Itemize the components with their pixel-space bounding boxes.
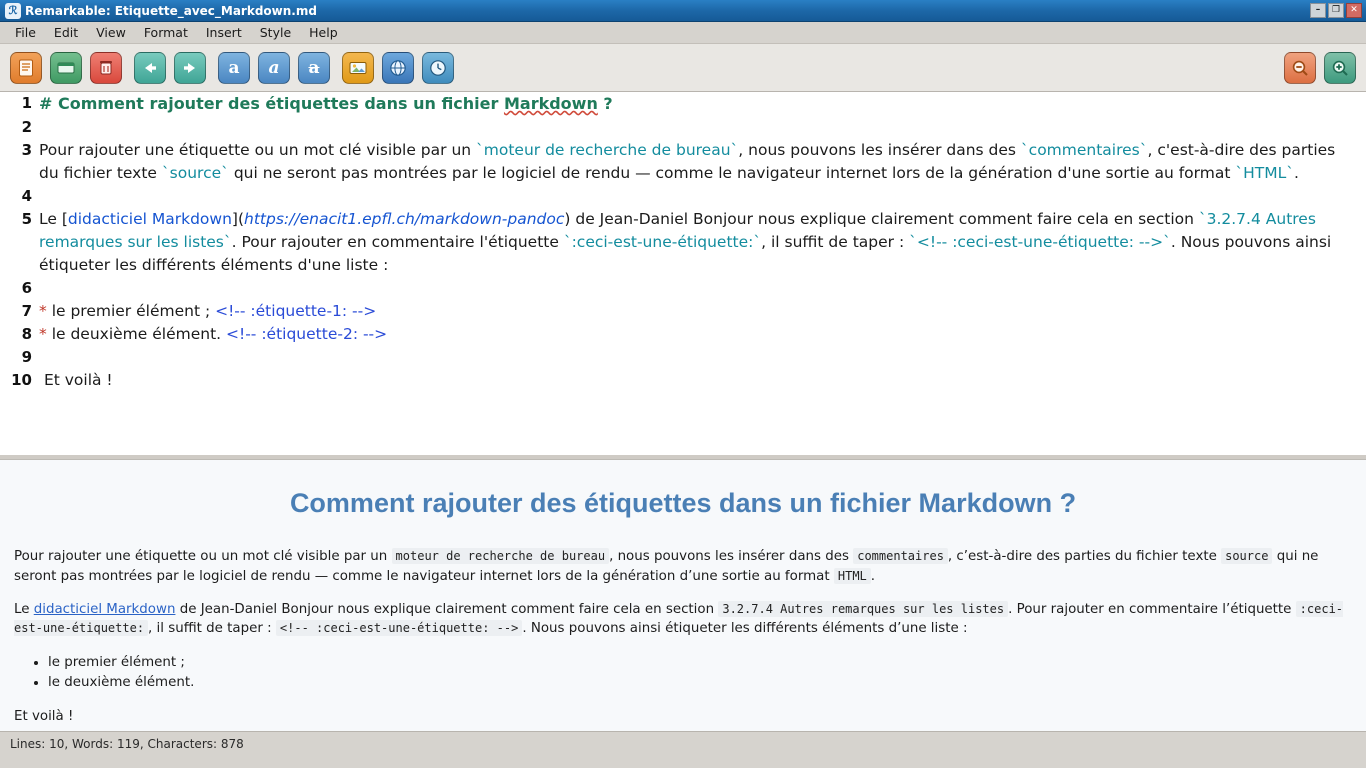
- line-number: 2: [21, 118, 32, 136]
- text-run: Le: [14, 602, 34, 618]
- insert-link-button[interactable]: [382, 52, 414, 84]
- editor-line-3: [0, 139, 1366, 185]
- text-run: , c'est-à-dire des parties du fichier texte: [39, 141, 1336, 182]
- editor-line-text[interactable]: [36, 116, 1366, 139]
- globe-icon: [389, 59, 407, 77]
- insert-image-button[interactable]: [342, 52, 374, 84]
- editor-line-text[interactable]: [36, 346, 1366, 369]
- editor-line-text[interactable]: [36, 208, 1366, 277]
- preview-paragraph-2: [14, 600, 1352, 639]
- list-item: • le deuxième élément.: [48, 673, 1352, 692]
- remarkable-icon: ℛ: [5, 3, 21, 19]
- text-run: , il suffit de taper :: [148, 621, 276, 637]
- letter-a-italic-icon: a: [268, 57, 280, 78]
- zoom-in-button[interactable]: [1324, 52, 1356, 84]
- redo-button[interactable]: [174, 52, 206, 84]
- line-number: 8: [21, 325, 32, 343]
- editor-line-5: [0, 208, 1366, 277]
- line-number: 1: [21, 94, 32, 112]
- misspelled-word: Markdown: [503, 94, 598, 113]
- preview-list: [14, 653, 1352, 693]
- letter-a-bold-icon: a: [228, 57, 240, 78]
- menu-format[interactable]: Format: [143, 25, 188, 40]
- line-number: 5: [21, 210, 32, 228]
- text-run: . Pour rajouter en commentaire l'étiquette: [231, 233, 564, 251]
- italic-button[interactable]: [258, 52, 290, 84]
- inline-code: `:ceci-est-une-étiquette:`: [563, 233, 762, 251]
- title-bar: [0, 0, 1366, 22]
- clock-icon: [429, 59, 447, 77]
- arrow-left-icon: [141, 60, 159, 76]
- line-number: 6: [21, 279, 32, 297]
- inline-code: `<!-- :ceci-est-une-étiquette: -->`: [909, 233, 1171, 251]
- text-run: . Pour rajouter en commentaire l’étiquette: [1008, 602, 1296, 618]
- html-comment: <!-- :étiquette-1: -->: [215, 302, 377, 320]
- text-run: Pour rajouter une étiquette ou un mot clé visible par un: [39, 141, 477, 159]
- editor-line-text[interactable]: [36, 139, 1366, 185]
- document-icon: [18, 59, 34, 77]
- toolbar-zoom-group: [1284, 52, 1356, 84]
- editor-line-text[interactable]: [36, 92, 1366, 116]
- text-run: qui ne seront pas montrées par le logiciel de rendu — comme le navigateur internet lors de la génération d’une sortie au format: [14, 549, 1319, 584]
- list-item: • le premier élément ;: [48, 653, 1352, 672]
- image-icon: [349, 61, 367, 75]
- menu-file[interactable]: File: [15, 25, 36, 40]
- editor-line-10: [0, 369, 1366, 392]
- editor-line-text[interactable]: [36, 323, 1366, 346]
- minimize-button[interactable]: –: [1310, 3, 1326, 18]
- line-number: 9: [21, 348, 32, 366]
- preview-pane[interactable]: [0, 459, 1366, 731]
- menu-bar: [0, 22, 1366, 44]
- heading-prefix: # Comment rajouter des étiquettes dans un fichier: [39, 94, 504, 113]
- zoom-in-icon: [1331, 59, 1349, 77]
- menu-view[interactable]: View: [96, 25, 126, 40]
- editor-line-2: [0, 116, 1366, 139]
- menu-help[interactable]: Help: [309, 25, 338, 40]
- editor-line-1: [0, 92, 1366, 116]
- trash-icon: [99, 59, 113, 76]
- toolbar-style-group: [218, 52, 330, 84]
- editor-line-text[interactable]: [36, 369, 1366, 392]
- text-run: Pour rajouter une étiquette ou un mot clé visible par un: [14, 549, 392, 565]
- zoom-out-button[interactable]: [1284, 52, 1316, 84]
- text-run: .: [870, 568, 876, 584]
- inline-code: moteur de recherche de bureau: [392, 548, 610, 564]
- line-number: 10: [11, 371, 32, 389]
- editor-line-9: [0, 346, 1366, 369]
- markdown-editor[interactable]: [0, 92, 1366, 459]
- text-run: Le [: [39, 210, 68, 228]
- inline-code: source: [1221, 548, 1272, 564]
- text-run: , nous pouvons les insérer dans des: [738, 141, 1021, 159]
- html-comment: <!-- :étiquette-2: -->: [226, 325, 388, 343]
- toolbar-insert-group: [342, 52, 454, 84]
- window-title: Remarkable: Etiquette_avec_Markdown.md: [25, 3, 317, 18]
- editor-line-text[interactable]: [36, 300, 1366, 323]
- editor-line-6: [0, 277, 1366, 300]
- text-run: ](: [231, 210, 245, 228]
- text-run: ) de Jean-Daniel Bonjour nous explique clairement comment faire cela en section: [564, 210, 1199, 228]
- inline-code: `source`: [161, 164, 229, 182]
- text-run: .: [1294, 164, 1299, 182]
- text-run: qui ne seront pas montrées par le logiciel de rendu — comme le navigateur internet lors de la génération d'une sortie au format: [228, 164, 1236, 182]
- editor-line-text[interactable]: [36, 277, 1366, 300]
- arrow-right-icon: [181, 60, 199, 76]
- list-bullet-marker: *: [39, 302, 47, 320]
- link-text: didacticiel: [67, 210, 152, 228]
- undo-button[interactable]: [134, 52, 166, 84]
- text-run: le premier élément ;: [51, 302, 211, 320]
- toolbar: [0, 44, 1366, 92]
- bold-button[interactable]: [218, 52, 250, 84]
- inline-code: HTML: [834, 568, 871, 584]
- text-run: le deuxième élément.: [51, 325, 222, 343]
- preview-heading: Comment rajouter des étiquettes dans un fichier Markdown ?: [289, 488, 1077, 518]
- line-number: 7: [21, 302, 32, 320]
- heading-suffix: ?: [597, 94, 613, 113]
- maximize-button[interactable]: ❐: [1328, 3, 1344, 18]
- text-run: . Nous pouvons ainsi étiqueter les différents éléments d’une liste :: [522, 621, 968, 637]
- menu-edit[interactable]: Edit: [53, 25, 79, 40]
- editor-line-8: [0, 323, 1366, 346]
- inline-code: `HTML`: [1235, 164, 1294, 182]
- letter-a-strike-icon: a: [308, 57, 320, 78]
- zoom-out-icon: [1291, 59, 1309, 77]
- toolbar-history-group: [134, 52, 206, 84]
- line-number: 4: [21, 187, 32, 205]
- text-run: , il suffit de taper :: [761, 233, 905, 251]
- text-run: , nous pouvons les insérer dans des: [609, 549, 854, 565]
- editor-line-text[interactable]: [36, 185, 1366, 208]
- preview-link-didacticiel[interactable]: didacticiel Markdown: [33, 602, 176, 618]
- status-bar: [0, 731, 1366, 756]
- text-run: de Jean-Daniel Bonjour nous explique clairement comment faire cela en section: [175, 602, 719, 618]
- close-button[interactable]: ✕: [1346, 3, 1362, 18]
- text-run: Et voilà !: [43, 371, 113, 389]
- inline-code: commentaires: [853, 548, 948, 564]
- preview-paragraph-3: Et voilà !: [14, 708, 74, 724]
- document-stats: Lines: 10, Words: 119, Characters: 878: [10, 737, 244, 751]
- folder-icon: [57, 61, 75, 75]
- new-document-button[interactable]: [10, 52, 42, 84]
- toolbar-file-group: [10, 52, 122, 84]
- link-url: https://enacit1.epfl.ch/markdown-pandoc: [244, 210, 565, 228]
- preview-paragraph-1: [14, 547, 1352, 586]
- inline-code: `3.2.7.4 Autres remarques sur les listes`: [39, 210, 1316, 251]
- list-bullet-marker: *: [39, 325, 47, 343]
- window-controls: [1310, 3, 1364, 18]
- inline-code: 3.2.7.4 Autres remarques sur les listes: [718, 601, 1008, 617]
- strikethrough-button[interactable]: [298, 52, 330, 84]
- editor-line-7: [0, 300, 1366, 323]
- inline-code: <!-- :ceci-est-une-étiquette: -->: [276, 620, 522, 636]
- inline-code: `moteur de recherche de bureau`: [476, 141, 739, 159]
- delete-button[interactable]: [90, 52, 122, 84]
- text-run: , c’est-à-dire des parties du fichier texte: [947, 549, 1222, 565]
- text-run: . Nous pouvons ainsi étiqueter les différents éléments d'une liste :: [39, 233, 1332, 274]
- inline-code: :ceci-est-une-étiquette:: [14, 602, 1344, 636]
- insert-timestamp-button[interactable]: [422, 52, 454, 84]
- inline-code: `commentaires`: [1020, 141, 1148, 159]
- menu-insert[interactable]: Insert: [205, 25, 242, 40]
- menu-style[interactable]: Style: [259, 25, 292, 40]
- link-text-markdown: Markdown: [151, 210, 232, 228]
- line-number: 3: [21, 141, 32, 159]
- open-folder-button[interactable]: [50, 52, 82, 84]
- editor-line-4: [0, 185, 1366, 208]
